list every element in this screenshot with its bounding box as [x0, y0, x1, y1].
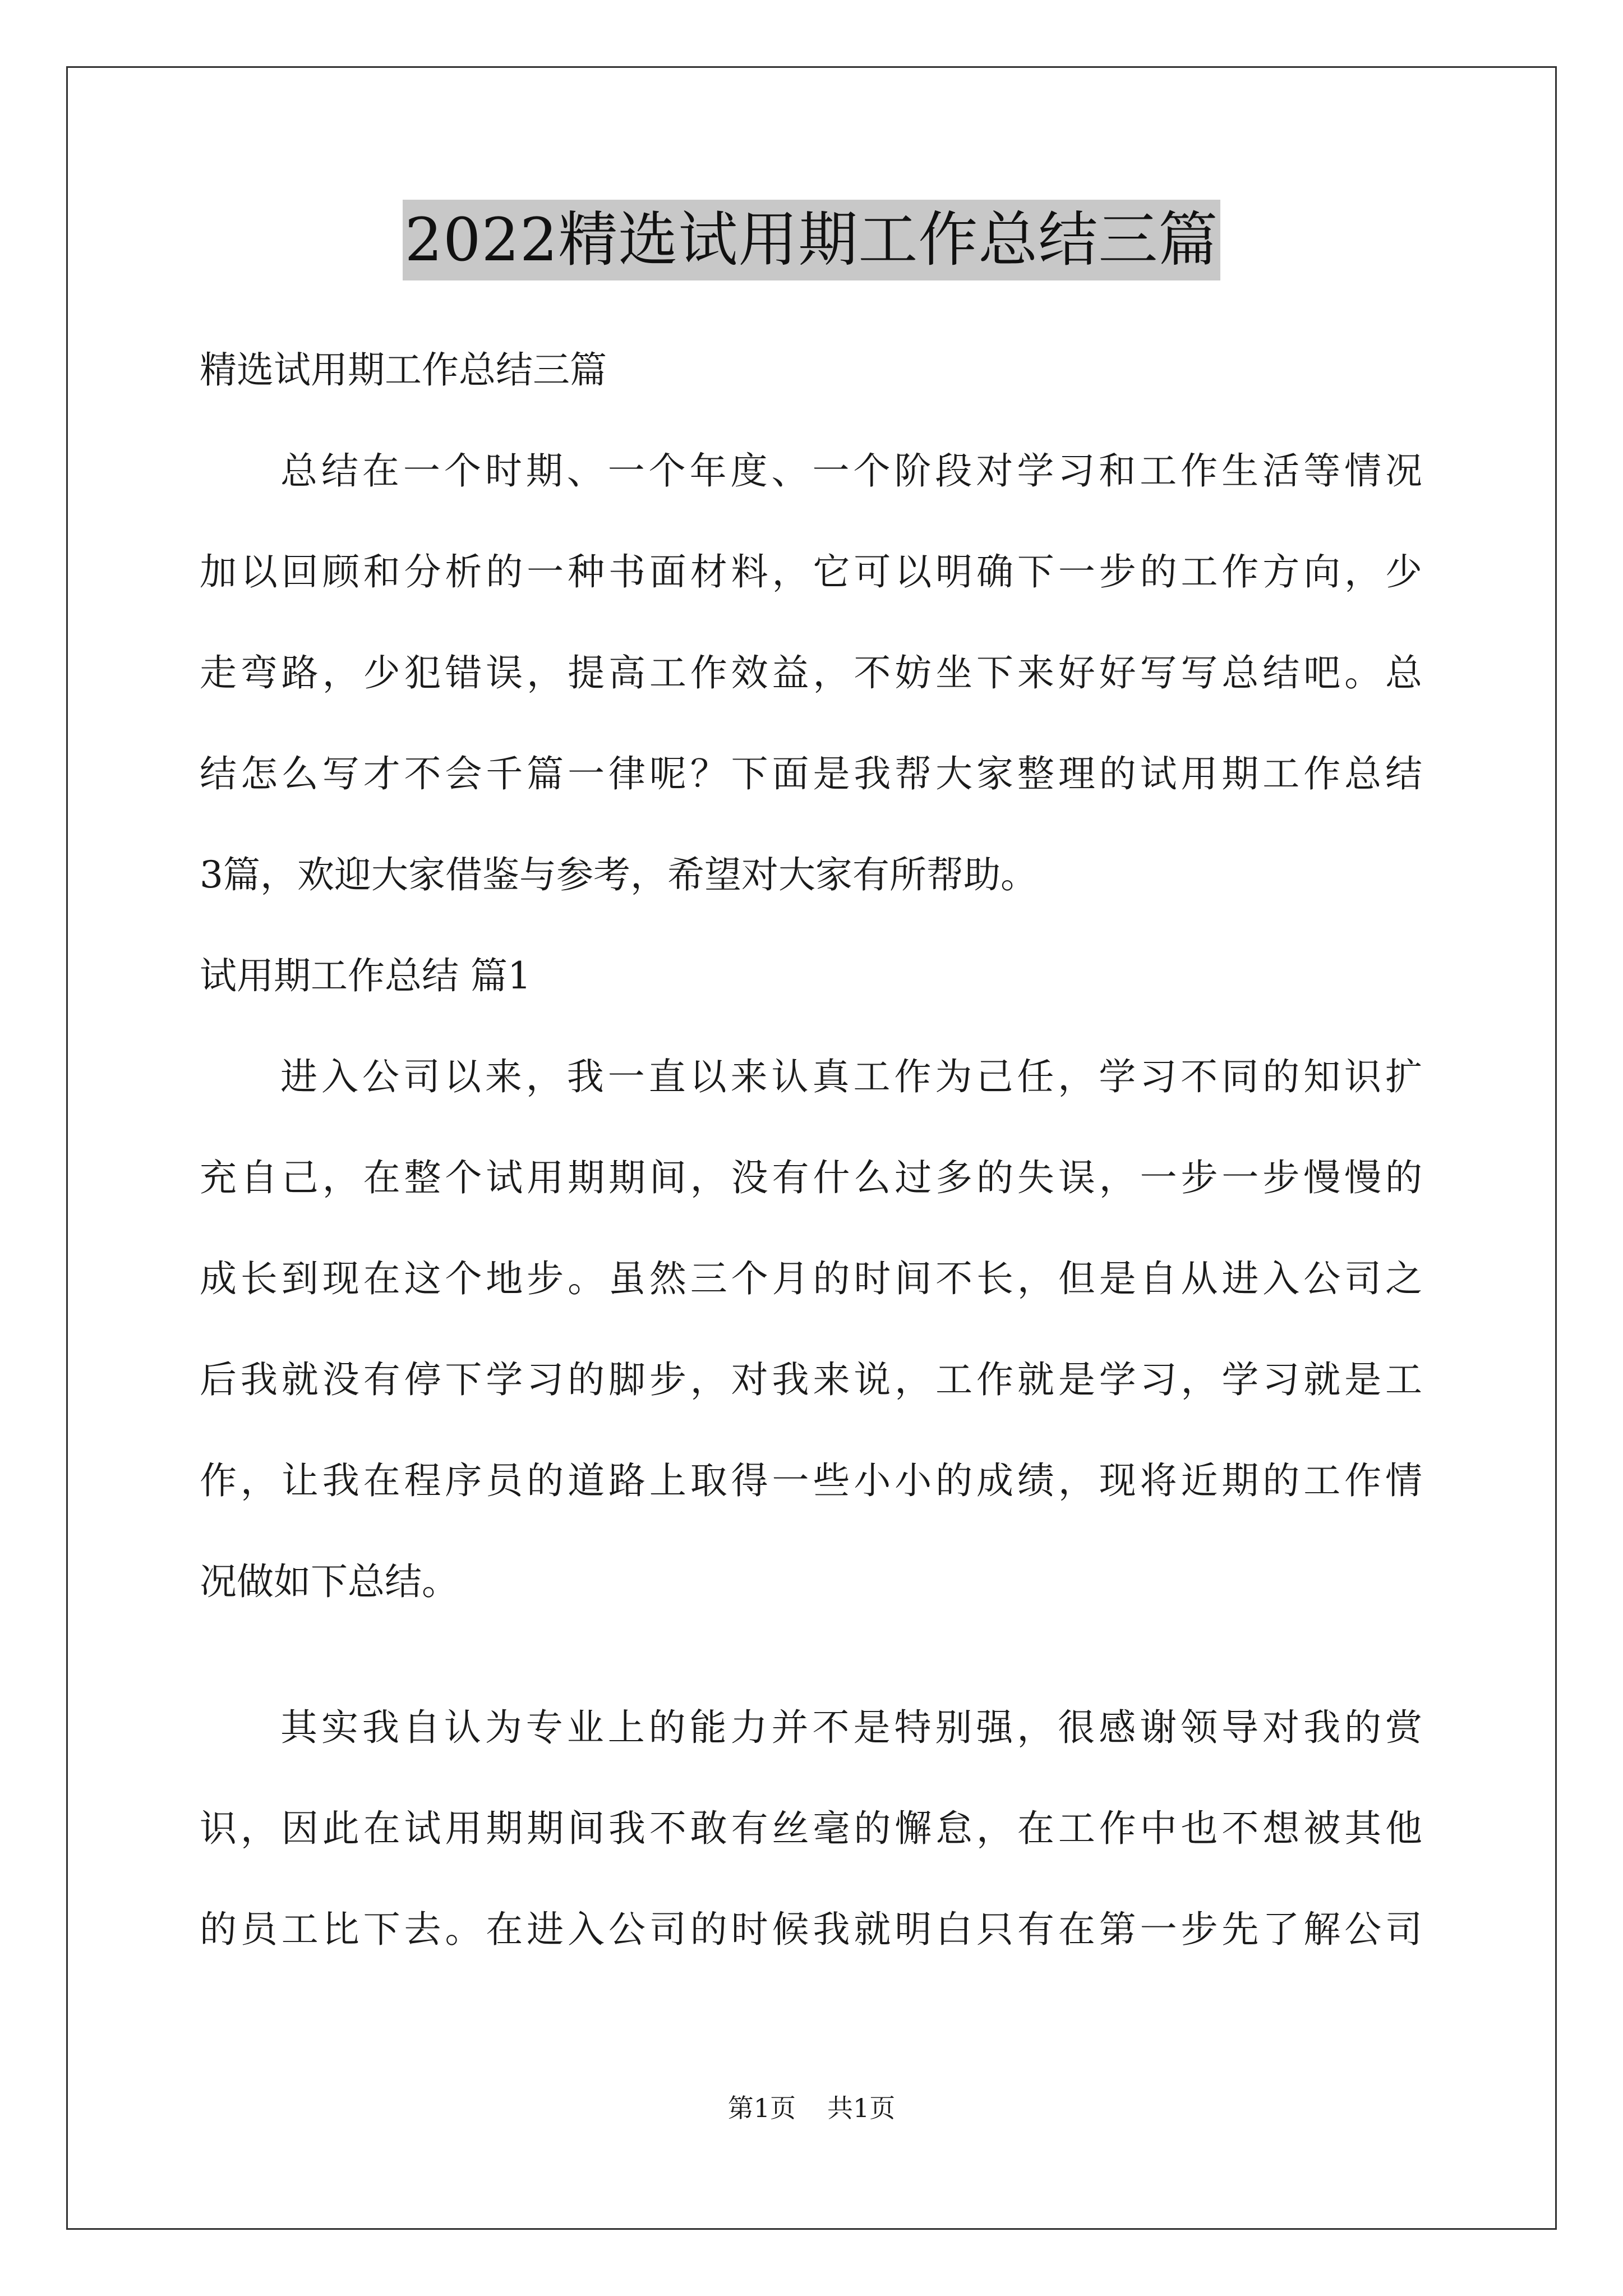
page-total: 共1页 [827, 2093, 896, 2123]
paragraph-line: 进入公司以来，我一直以来认真工作为己任，学习不同的知识扩 [280, 1055, 1422, 1098]
document-subtitle: 精选试用期工作总结三篇 [200, 348, 607, 392]
paragraph-line: 后我就没有停下学习的脚步，对我来说，工作就是学习，学习就是工 [200, 1358, 1422, 1401]
paragraph-line: 其实我自认为专业上的能力并不是特别强，很感谢领导对我的赏 [280, 1706, 1422, 1749]
page-number: 第1页 [727, 2093, 796, 2123]
section-heading: 试用期工作总结 篇1 [200, 954, 531, 997]
paragraph-line: 识，因此在试用期期间我不敢有丝毫的懈怠，在工作中也不想被其他 [200, 1807, 1422, 1850]
intro-line: 结怎么写才不会千篇一律呢？下面是我帮大家整理的试用期工作总结 [200, 752, 1422, 795]
title-container [0, 200, 1623, 280]
paragraph-line: 作，让我在程序员的道路上取得一些小小的成绩，现将近期的工作情 [200, 1459, 1422, 1502]
intro-line: 总结在一个时期、一个年度、一个阶段对学习和工作生活等情况 [280, 449, 1422, 493]
page-footer [0, 2091, 1623, 2125]
paragraph-line: 成长到现在这个地步。虽然三个月的时间不长，但是自从进入公司之 [200, 1257, 1422, 1300]
paragraph-line: 的员工比下去。在进入公司的时候我就明白只有在第一步先了解公司 [200, 1908, 1422, 1951]
paragraph-line: 况做如下总结。 [200, 1560, 459, 1603]
intro-line: 走弯路，少犯错误，提高工作效益，不妨坐下来好好写写总结吧。总 [200, 651, 1422, 694]
intro-line: 3篇，欢迎大家借鉴与参考，希望对大家有所帮助。 [200, 853, 1038, 896]
document-title: 2022精选试用期工作总结三篇 [403, 200, 1221, 280]
intro-line: 加以回顾和分析的一种书面材料，它可以明确下一步的工作方向，少 [200, 550, 1422, 593]
paragraph-line: 充自己，在整个试用期期间，没有什么过多的失误，一步一步慢慢的 [200, 1156, 1422, 1199]
